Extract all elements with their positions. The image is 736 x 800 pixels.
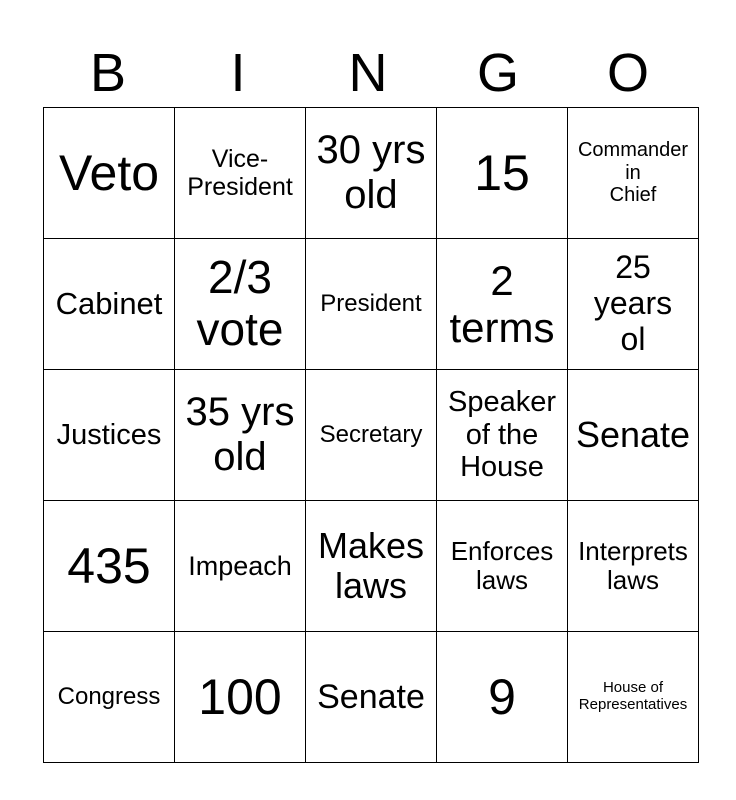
cell-text: 100: [198, 669, 282, 725]
bingo-cell[interactable]: [175, 370, 306, 501]
bingo-row: [44, 370, 699, 501]
cell-text: House of Representatives: [578, 679, 688, 713]
bingo-cell[interactable]: [44, 632, 175, 763]
bingo-cell[interactable]: [437, 108, 568, 239]
cell-text: 2 terms: [449, 256, 555, 351]
cell-text: Makes laws: [317, 524, 425, 606]
bingo-cell[interactable]: [437, 501, 568, 632]
header-letter-i: I: [230, 43, 246, 103]
bingo-row: [44, 239, 699, 370]
cell-text: Senate: [575, 413, 691, 455]
cell-text: Veto: [58, 145, 160, 201]
cell-text: Justices: [56, 418, 162, 451]
bingo-cell[interactable]: [44, 370, 175, 501]
cell-text: Senate: [317, 677, 425, 716]
bingo-row: [44, 632, 699, 763]
cell-text: Impeach: [188, 550, 292, 581]
bingo-cell[interactable]: [568, 239, 699, 370]
bingo-cell[interactable]: [568, 501, 699, 632]
header-letter-o: O: [606, 43, 649, 103]
cell-text: Interprets laws: [578, 535, 688, 595]
bingo-cell[interactable]: [175, 632, 306, 763]
cell-text: 2/3 vote: [196, 251, 284, 355]
cell-text: Enforces laws: [450, 535, 554, 595]
header-letter-b: B: [89, 43, 127, 103]
bingo-cell[interactable]: [306, 501, 437, 632]
cell-text: Congress: [57, 682, 161, 710]
bingo-cell[interactable]: [175, 108, 306, 239]
bingo-cell[interactable]: [568, 108, 699, 239]
bingo-cell[interactable]: [44, 501, 175, 632]
cell-text: Speaker of the House: [447, 386, 556, 484]
cell-text: 35 yrs old: [185, 390, 295, 479]
cell-text: President: [320, 289, 422, 317]
bingo-cell[interactable]: [437, 632, 568, 763]
cell-text: Cabinet: [55, 285, 163, 321]
bingo-cell[interactable]: [306, 239, 437, 370]
bingo-cell[interactable]: [306, 370, 437, 501]
cell-text: 15: [474, 145, 530, 201]
bingo-header: [43, 38, 693, 108]
bingo-cell[interactable]: [44, 239, 175, 370]
bingo-cell[interactable]: [437, 370, 568, 501]
bingo-cell[interactable]: [568, 370, 699, 501]
header-letter-n: N: [348, 43, 388, 103]
bingo-cell[interactable]: [306, 108, 437, 239]
bingo-cell[interactable]: [175, 239, 306, 370]
bingo-cell[interactable]: [568, 632, 699, 763]
bingo-cell[interactable]: [306, 632, 437, 763]
cell-text: 30 yrs old: [316, 128, 426, 217]
bingo-cell[interactable]: [44, 108, 175, 239]
bingo-row: [44, 108, 699, 239]
cell-text: 435: [67, 538, 151, 594]
cell-text: 9: [488, 669, 516, 725]
cell-text: Commander in Chief: [577, 139, 689, 207]
bingo-row: [44, 501, 699, 632]
header-letter-g: G: [476, 43, 519, 103]
bingo-cell[interactable]: [175, 501, 306, 632]
bingo-cell[interactable]: [437, 239, 568, 370]
bingo-card: [43, 107, 699, 763]
cell-text: Secretary: [319, 420, 423, 448]
cell-text: Vice- President: [187, 145, 293, 201]
cell-text: 25 years ol: [593, 249, 673, 357]
